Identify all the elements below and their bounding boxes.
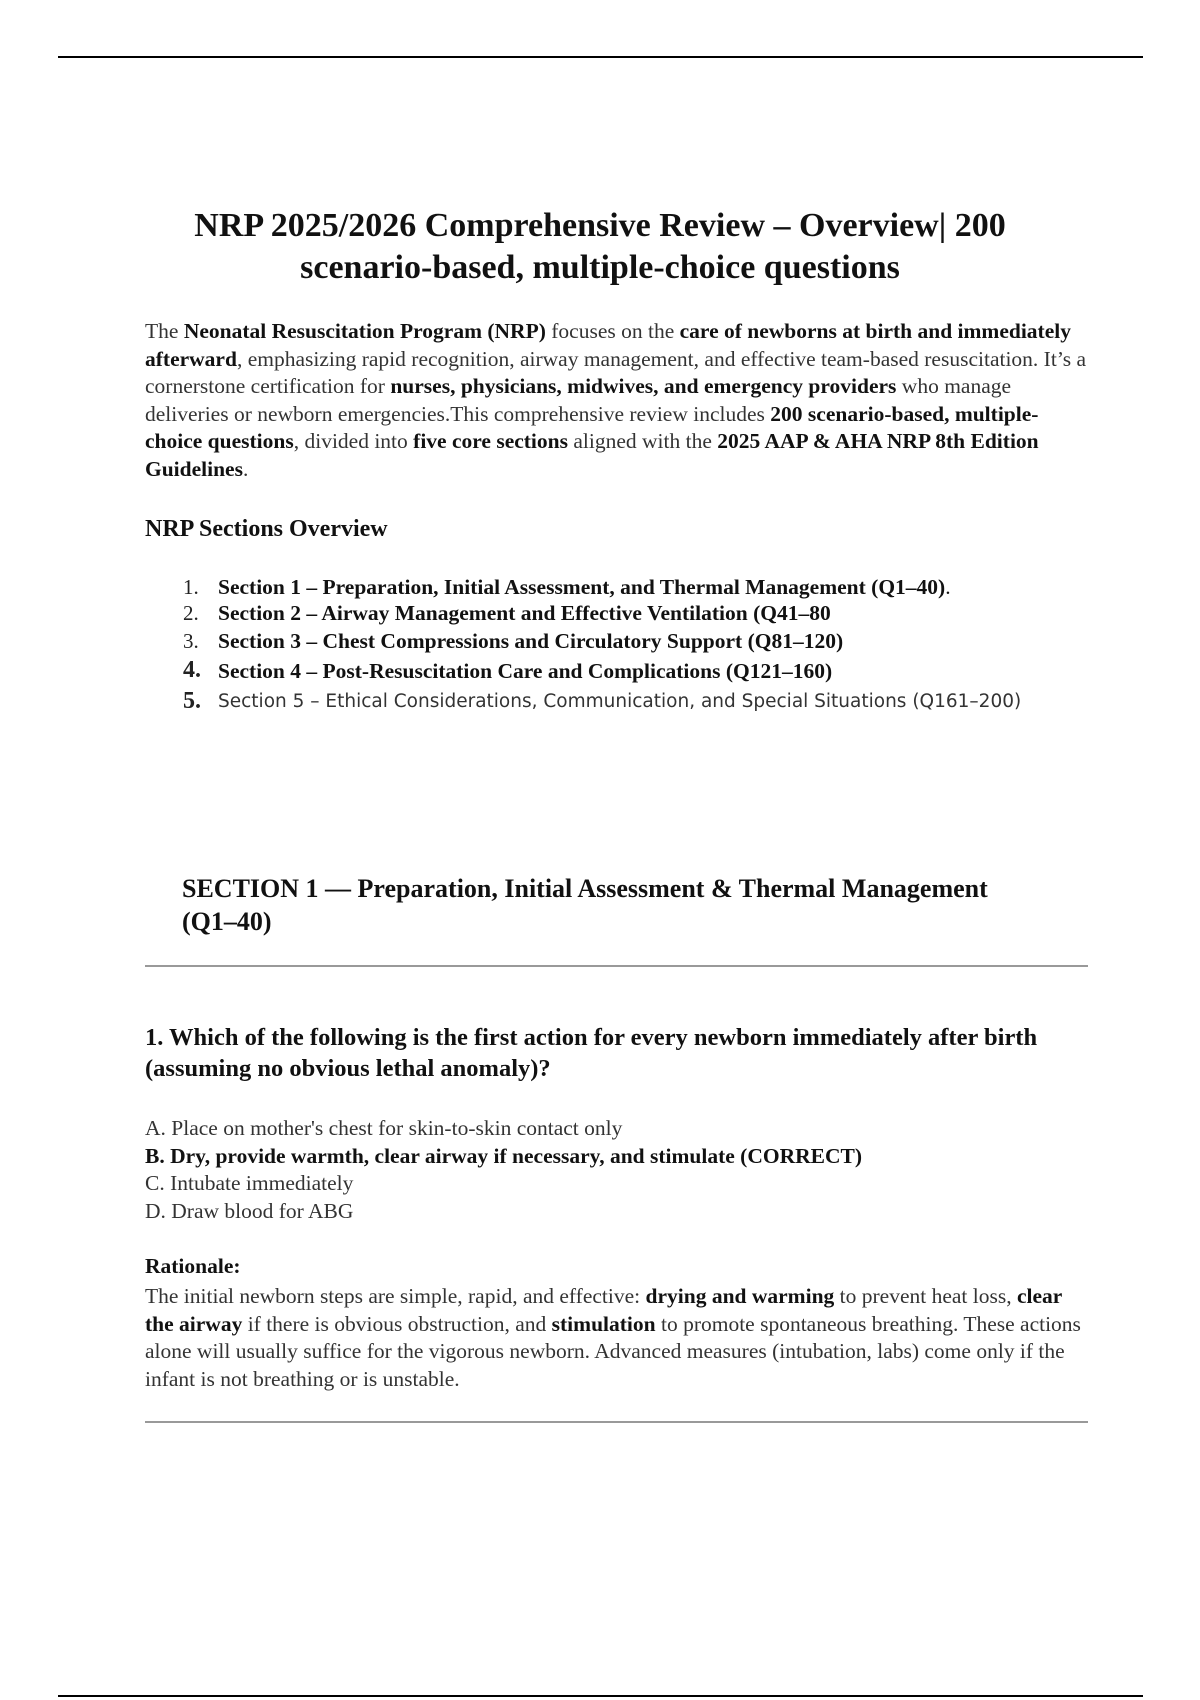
section-divider xyxy=(145,965,1088,967)
section-list-item xyxy=(145,601,1095,631)
intro-paragraph xyxy=(145,318,1095,484)
intro-text: . xyxy=(242,456,249,481)
title-line-1: NRP 2025/2026 Comprehensive Review – Overview| 200 xyxy=(194,207,1006,244)
section-1-heading-line-1: SECTION 1 — Preparation, Initial Assessment & Thermal Management xyxy=(182,874,988,903)
section-label: Section 4 – Post-Resuscitation Care and Complications (Q121–160) xyxy=(218,659,833,683)
section-label: Section 5 – Ethical Considerations, Communication, and Special Situations (Q161–200) xyxy=(218,691,1022,712)
intro-text: The xyxy=(145,319,184,343)
section-label-tail: . xyxy=(945,575,951,599)
section-label xyxy=(218,575,951,600)
section-label: Section 3 – Chest Compressions and Circulatory Support (Q81–120) xyxy=(218,629,844,653)
intro-text: , emphasizing rapid recognition, airway management, and effective team-based resuscitation. It’s a cornerstone certification for xyxy=(145,346,1087,399)
question-divider xyxy=(145,1421,1088,1423)
rationale-segment: to promote spontaneous breathing. These actions alone will usually suffice for the vigorous newborn. Advanced measures (intubation, labs) come only if the infant is not breathing or is unstable. xyxy=(145,1311,1081,1391)
list-number: 5. xyxy=(183,688,201,714)
intro-emphasis: nurses, physicians, midwives, and emergency providers xyxy=(390,374,897,399)
section-list-item xyxy=(145,659,1095,689)
option-b-correct: B. Dry, provide warmth, clear airway if necessary, and stimulate (CORRECT) xyxy=(145,1143,863,1168)
intro-text: aligned with the xyxy=(567,429,718,454)
rationale-segment: if there is obvious obstruction, and xyxy=(242,1311,552,1336)
rationale-emphasis: stimulation xyxy=(551,1311,656,1336)
page-top-rule xyxy=(58,56,1143,58)
page-bottom-rule xyxy=(58,1695,1143,1697)
option-c: C. Intubate immediately xyxy=(145,1171,354,1196)
section-list-item xyxy=(145,690,1095,720)
question-1-options xyxy=(145,1115,1090,1225)
intro-text: focuses on the xyxy=(545,319,680,343)
intro-emphasis: care of newborns at birth and immediately afterward xyxy=(145,319,1071,371)
rationale-segment: to prevent heat loss, xyxy=(834,1284,1017,1308)
section-label-text: Section 1 – Preparation, Initial Assessment, and Thermal Management (Q1–40) xyxy=(218,575,946,599)
intro-emphasis: Neonatal Resuscitation Program (NRP) xyxy=(183,319,546,343)
intro-emphasis: five core sections xyxy=(413,429,568,454)
section-label: Section 2 – Airway Management and Effective Ventilation (Q41–80 xyxy=(218,601,831,625)
option-d: D. Draw blood for ABG xyxy=(145,1198,354,1223)
question-1-text: 1. Which of the following is the first action for every newborn immediately after birth (assuming no obvious lethal anomaly)? xyxy=(145,1024,1038,1082)
section-1-heading-line-2: (Q1–40) xyxy=(182,907,272,936)
intro-emphasis: 200 scenario-based, multiple-choice questions xyxy=(145,401,1039,454)
section-list-item xyxy=(145,629,1095,659)
title-line-2: scenario-based, multiple-choice questions xyxy=(300,249,900,286)
rationale-segment: The initial newborn steps are simple, rapid, and effective: xyxy=(145,1284,646,1308)
document-title xyxy=(120,205,1080,289)
intro-emphasis: 2025 AAP & AHA NRP 8th Edition Guidelines xyxy=(145,429,1039,481)
intro-text: , divided into xyxy=(293,429,414,454)
intro-text: who manage deliveries or newborn emergencies.This comprehensive review includes xyxy=(145,374,1012,426)
rationale-label: Rationale: xyxy=(145,1254,241,1278)
rationale-text xyxy=(145,1283,1095,1393)
list-number: 3. xyxy=(183,629,199,653)
list-number: 1. xyxy=(183,575,199,599)
sections-overview-heading: NRP Sections Overview xyxy=(145,516,388,542)
rationale-emphasis: clear the airway xyxy=(145,1284,1062,1336)
list-number: 2. xyxy=(183,601,199,625)
rationale-emphasis: drying and warming xyxy=(645,1284,835,1308)
section-1-heading xyxy=(182,872,1082,938)
option-a: A. Place on mother's chest for skin-to-skin contact only xyxy=(145,1116,623,1140)
list-number: 4. xyxy=(183,657,201,683)
